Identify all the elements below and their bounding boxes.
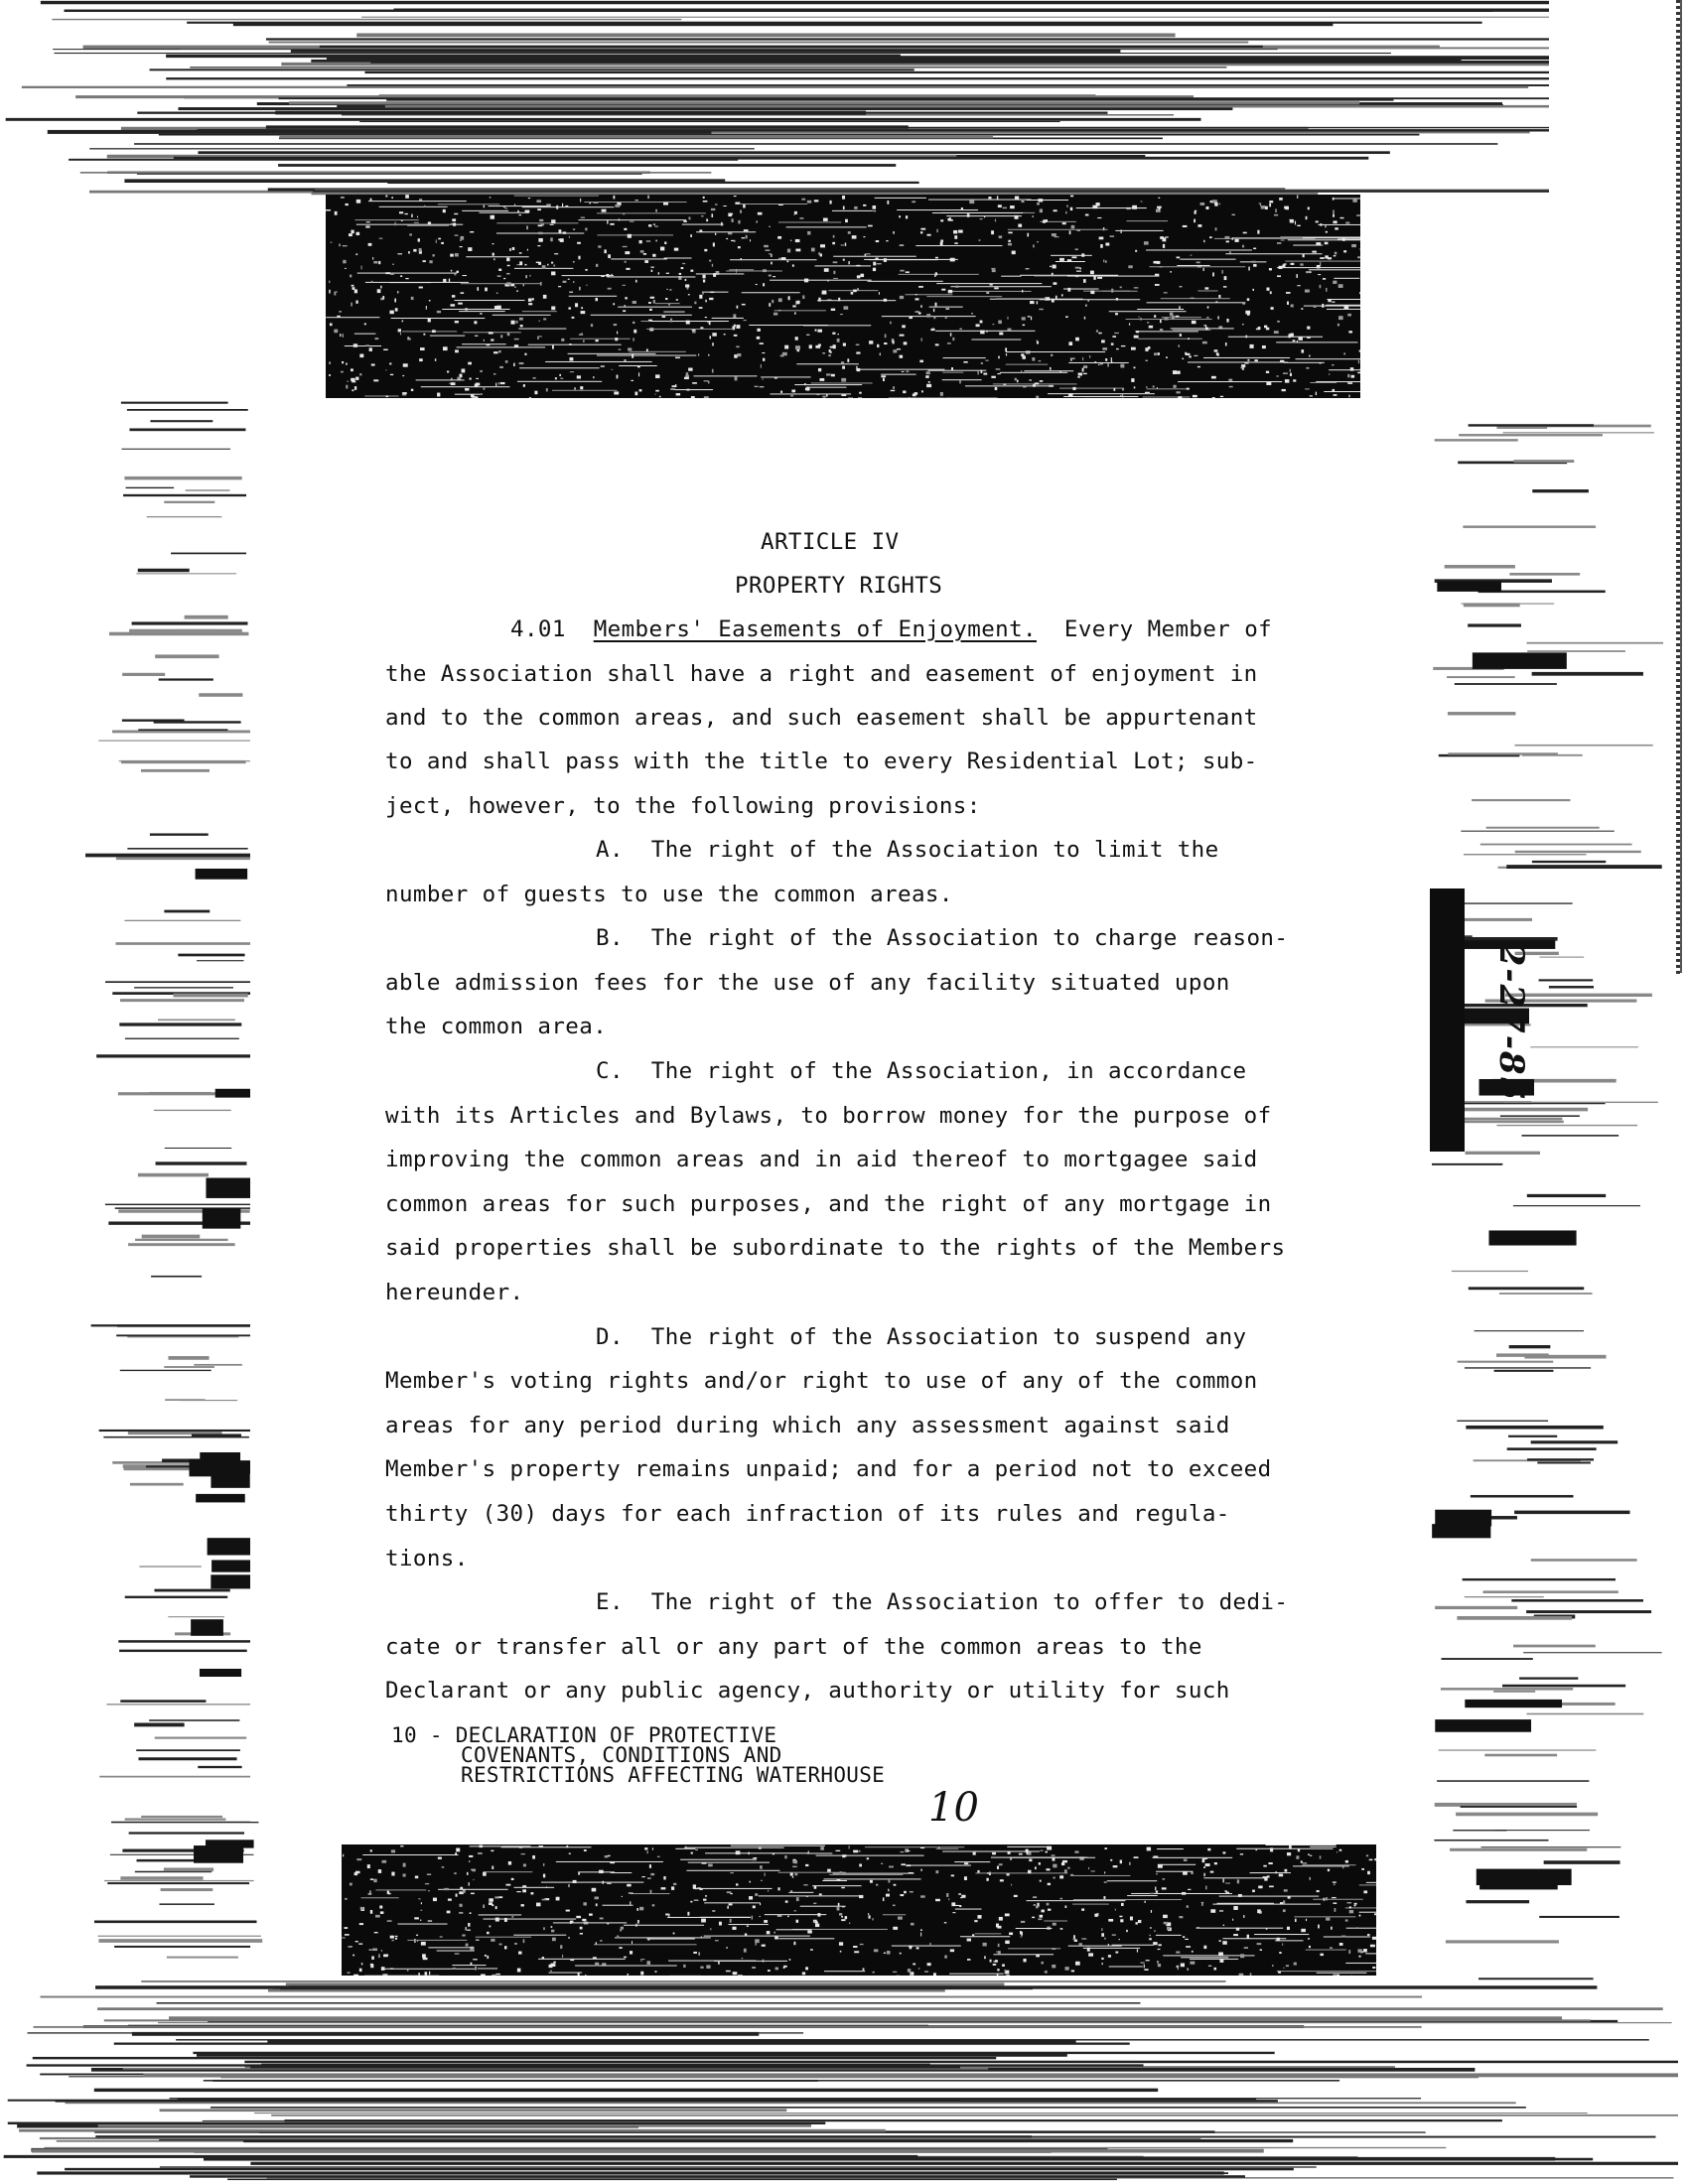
body-line: able admission fees for the use of any facility situated upon: [385, 970, 1230, 996]
body-line: ject, however, to the following provisions:: [385, 793, 981, 819]
section-title: PROPERTY RIGHTS: [735, 573, 943, 599]
body-line: and to the common areas, and such easement shall be appurtenant: [385, 705, 1258, 731]
body-line: hereunder.: [385, 1280, 524, 1305]
body-line: tions.: [385, 1546, 469, 1571]
body-line: the common area.: [385, 1014, 608, 1039]
provision-a: A. The right of the Association to limit the: [596, 837, 1219, 863]
footer-line-1: 10 - DECLARATION OF PROTECTIVE: [391, 1723, 777, 1747]
provision-d: D. The right of the Association to suspend any: [596, 1324, 1247, 1350]
body-line: said properties shall be subordinate to the rights of the Members: [385, 1235, 1286, 1261]
provision-b: B. The right of the Association to charge reason-: [596, 925, 1289, 951]
provision-e: E. The right of the Association to offer to dedi-: [596, 1589, 1289, 1615]
body-line: number of guests to use the common areas.: [385, 882, 953, 907]
scan-artifact-bottom-band: [342, 1844, 1376, 1976]
body-line: Every Member of: [1063, 616, 1273, 642]
article-heading: ARTICLE IV: [761, 529, 900, 555]
section-4-01-first-line: [510, 618, 1272, 641]
handwritten-stamp-date: 2-27-85: [1491, 942, 1531, 1103]
body-line: Member's voting rights and/or right to use of any of the common: [385, 1368, 1258, 1394]
body-line: improving the common areas and in aid thereof to mortgagee said: [385, 1147, 1258, 1172]
footer-line-2: COVENANTS, CONDITIONS AND: [461, 1743, 782, 1767]
body-line: thirty (30) days for each infraction of its rules and regula-: [385, 1501, 1230, 1527]
section-number: 4.01: [510, 616, 566, 642]
footer-line-3: RESTRICTIONS AFFECTING WATERHOUSE: [461, 1763, 886, 1787]
handwritten-page-number: 10: [928, 1785, 979, 1831]
scan-artifact-top-band: [326, 195, 1360, 398]
body-line: Declarant or any public agency, authority or utility for such: [385, 1678, 1230, 1704]
recording-stamp-bar: [1430, 888, 1465, 1152]
body-line: common areas for such purposes, and the right of any mortgage in: [385, 1191, 1272, 1217]
body-line: areas for any period during which any assessment against said: [385, 1413, 1230, 1438]
body-line: cate or transfer all or any part of the common areas to the: [385, 1634, 1202, 1660]
body-line: Member's property remains unpaid; and for a period not to exceed: [385, 1456, 1272, 1482]
section-heading: Members' Easements of Enjoyment.: [593, 616, 1037, 642]
body-line: to and shall pass with the title to every Residential Lot; sub-: [385, 749, 1258, 774]
provision-c: C. The right of the Association, in accordance: [596, 1058, 1247, 1084]
body-line: the Association shall have a right and easement of enjoyment in: [385, 661, 1258, 687]
body-line: with its Articles and Bylaws, to borrow money for the purpose of: [385, 1103, 1272, 1129]
